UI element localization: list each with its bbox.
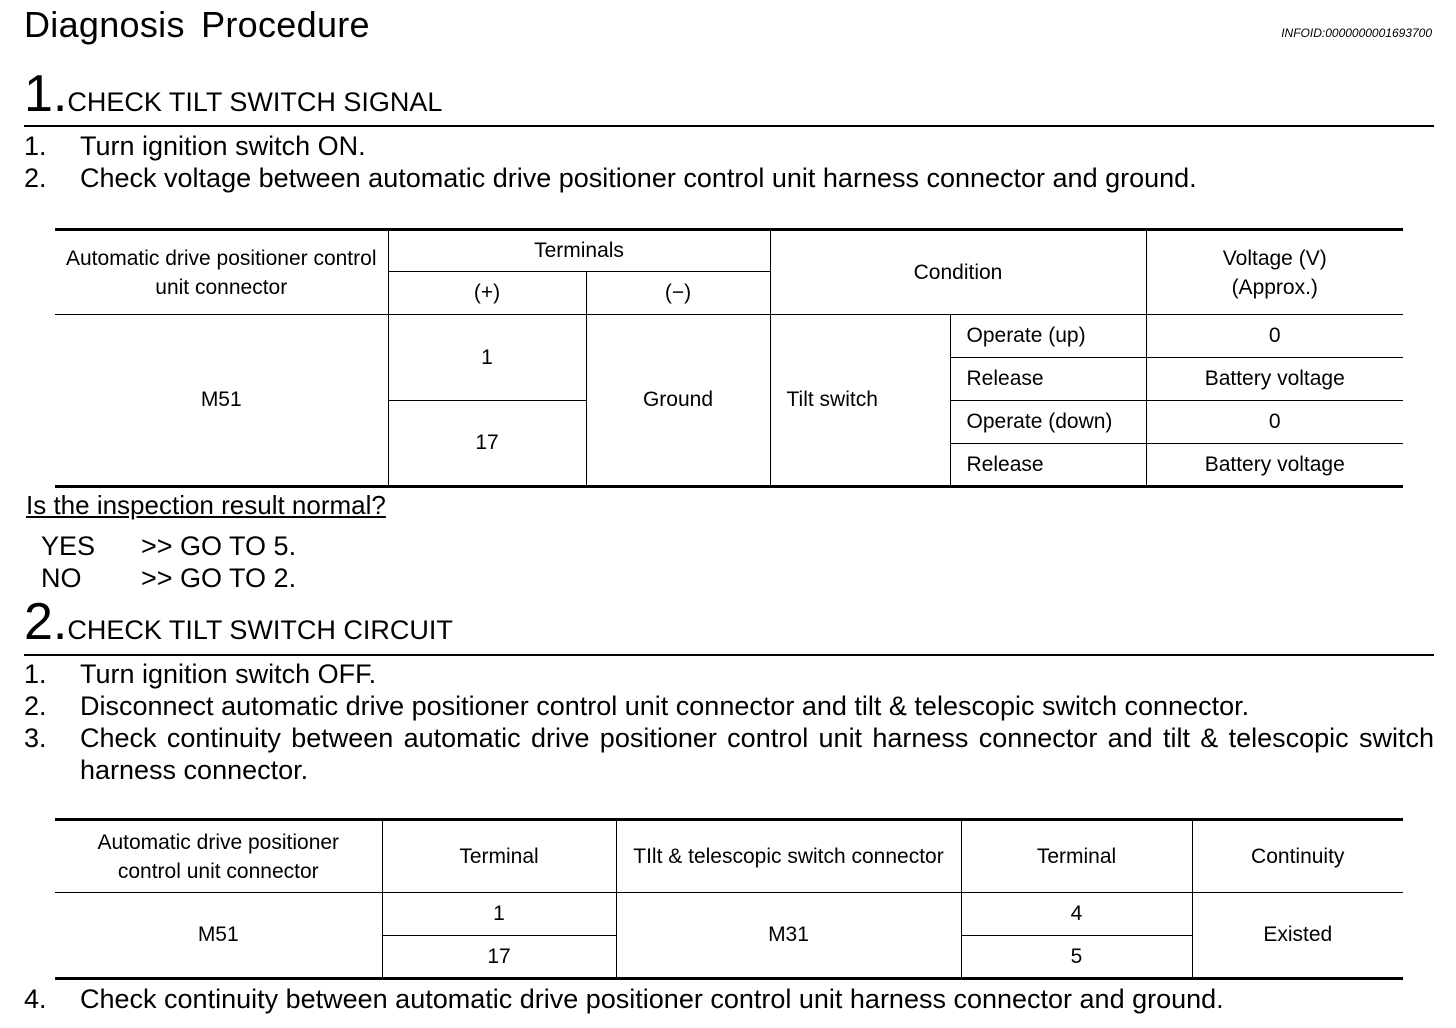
cell-voltage: 0	[1146, 401, 1403, 444]
cell-terminal-17: 17	[388, 401, 586, 487]
header-terminal: Terminal	[382, 820, 616, 893]
cell-voltage: Battery voltage	[1146, 444, 1403, 487]
step2-instructions	[24, 658, 1434, 786]
cell-terminal-4: 4	[961, 893, 1192, 936]
header-plus: (+)	[388, 272, 586, 315]
cell-voltage: 0	[1146, 315, 1403, 358]
cell-state: Operate (down)	[950, 401, 1146, 444]
header-terminal-2: Terminal	[961, 820, 1192, 893]
header-continuity: Continuity	[1192, 820, 1403, 893]
cell-connector: M51	[197, 923, 239, 946]
cell-condition: Tilt switch	[770, 315, 950, 487]
step2-number: 2.	[24, 593, 68, 651]
cell-terminal-1: 1	[382, 893, 616, 936]
list-item: 1. Turn ignition switch OFF.	[24, 659, 377, 689]
list-item: 2. Check voltage between automatic drive positioner control unit harness connector and ground.	[24, 163, 1197, 193]
list-item: 4. Check continuity between automatic drive positioner control unit harness connector and ground.	[24, 984, 1224, 1014]
voltage-check-table	[55, 228, 1403, 488]
answer-no: NO >> GO TO 2.	[41, 563, 297, 593]
header-connector: Automatic drive positioner control unit connector	[66, 246, 377, 299]
cell-state: Operate (up)	[950, 315, 1146, 358]
info-id: INFOID:0000000001693700	[1281, 26, 1432, 40]
inspection-question: Is the inspection result normal?	[26, 490, 386, 520]
cell-continuity: Existed	[1192, 893, 1403, 979]
step1-title: CHECK TILT SWITCH SIGNAL	[67, 87, 443, 117]
step1-number: 1.	[24, 65, 68, 123]
header-voltage: Voltage (V) (Approx.)	[1146, 230, 1403, 315]
list-item: 3. Check continuity between automatic drive positioner control unit harness connector and tilt & telescopic switch harness connector.	[24, 723, 1434, 785]
cell-ground: Ground	[586, 315, 770, 487]
page-title: Diagnosis Procedure	[24, 4, 370, 45]
step1-divider	[24, 125, 1434, 127]
step2-title: CHECK TILT SWITCH CIRCUIT	[67, 615, 453, 645]
header-condition: Condition	[770, 230, 1146, 315]
step2-heading	[24, 593, 453, 651]
cell-state: Release	[950, 358, 1146, 401]
continuity-check-table	[55, 818, 1403, 980]
cell-state: Release	[950, 444, 1146, 487]
header-minus: (−)	[586, 272, 770, 315]
cell-tilt-connector: M31	[616, 893, 961, 979]
cell-voltage: Battery voltage	[1146, 358, 1403, 401]
step2-divider	[24, 654, 1434, 656]
list-item: 1. Turn ignition switch ON.	[24, 131, 366, 161]
cell-terminal-17: 17	[382, 936, 616, 979]
cell-terminal-1: 1	[388, 315, 586, 401]
header-connector: Automatic drive positioner control unit connector	[97, 830, 340, 883]
header-tilt-connector: TIlt & telescopic switch connector	[616, 820, 961, 893]
step1-heading	[24, 65, 443, 123]
step2-instruction-4	[24, 983, 1434, 1015]
step1-instructions	[24, 130, 1434, 194]
cell-terminal-5: 5	[961, 936, 1192, 979]
answer-yes: YES >> GO TO 5.	[41, 531, 297, 561]
cell-connector: M51	[200, 388, 242, 411]
list-item: 2. Disconnect automatic drive positioner control unit connector and tilt & telescopic switch connector.	[24, 691, 1250, 721]
header-terminals: Terminals	[388, 230, 770, 272]
answer-list	[41, 530, 296, 594]
